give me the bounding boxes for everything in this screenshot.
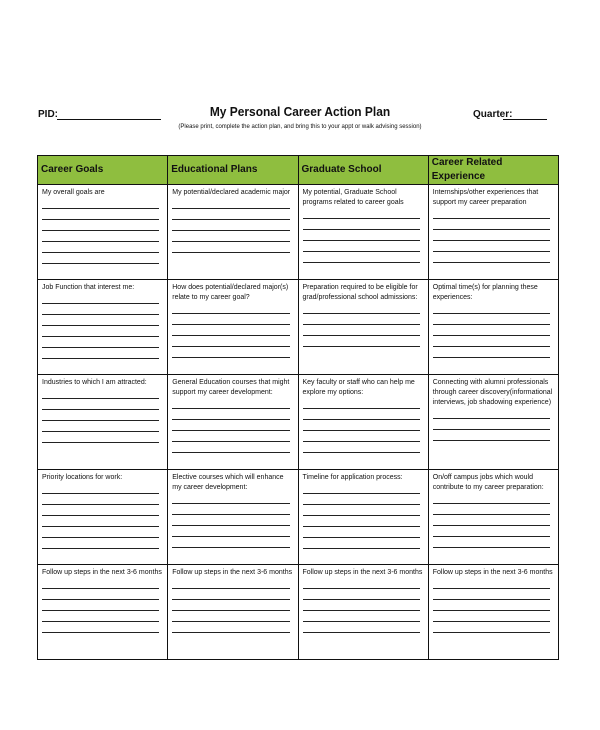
plan-cell (168, 565, 298, 660)
plan-cell (298, 470, 428, 565)
write-in-line[interactable] (172, 515, 289, 526)
plan-cell (298, 280, 428, 375)
write-in-line[interactable] (303, 409, 420, 420)
write-in-line[interactable] (303, 241, 420, 252)
write-in-line[interactable] (42, 337, 159, 348)
write-in-line[interactable] (172, 198, 289, 209)
write-in-line[interactable] (303, 252, 420, 263)
cell-prompt: Job Function that interest me: (42, 284, 135, 291)
cell-prompt: Follow up steps in the next 3-6 months (432, 569, 553, 576)
cell-prompt: Connecting with alumni professionals through career discovery(informational interviews, job shadowing experience) (432, 379, 553, 406)
pid-field[interactable] (57, 119, 161, 120)
write-in-line[interactable] (42, 388, 159, 399)
write-in-line[interactable] (433, 252, 550, 263)
write-in-line[interactable] (303, 600, 420, 611)
write-in-line[interactable] (303, 219, 420, 230)
table-row (38, 470, 559, 565)
write-in-line[interactable] (303, 611, 420, 622)
write-in-line[interactable] (433, 408, 550, 419)
cell-prompt: Follow up steps in the next 3-6 months (302, 569, 423, 576)
write-in-line[interactable] (303, 336, 420, 347)
write-in-line[interactable] (433, 578, 550, 589)
write-in-line[interactable] (303, 538, 420, 549)
write-in-line[interactable] (433, 241, 550, 252)
column-header-career-goals: Career Goals (38, 156, 168, 185)
cell-prompt: Elective courses which will enhance my career development: (172, 474, 284, 491)
write-in-line[interactable] (172, 504, 289, 515)
write-in-line[interactable] (433, 504, 550, 515)
cell-prompt: Optimal time(s) for planning these experiences: (432, 284, 538, 301)
write-in-line[interactable] (433, 611, 550, 622)
write-in-line[interactable] (433, 336, 550, 347)
plan-cell (38, 375, 168, 470)
column-header-career-experience: Career Related Experience (428, 156, 558, 185)
write-in-line[interactable] (303, 622, 420, 633)
table-row (38, 280, 559, 375)
write-in-line[interactable] (42, 220, 159, 231)
write-in-line[interactable] (303, 516, 420, 527)
write-in-line[interactable] (172, 537, 289, 548)
write-in-line[interactable] (42, 253, 159, 264)
write-in-line[interactable] (42, 348, 159, 359)
write-in-line[interactable] (433, 600, 550, 611)
write-in-line[interactable] (433, 325, 550, 336)
page-title: My Personal Career Action Plan (209, 104, 391, 119)
write-in-line[interactable] (172, 611, 289, 622)
write-in-line[interactable] (433, 219, 550, 230)
plan-cell (298, 375, 428, 470)
write-in-line[interactable] (42, 494, 159, 505)
write-in-line[interactable] (172, 420, 289, 431)
plan-cell (38, 185, 168, 280)
plan-cell (168, 470, 298, 565)
write-in-line[interactable] (42, 209, 159, 220)
write-in-line[interactable] (42, 421, 159, 432)
table-row (38, 375, 559, 470)
write-in-line[interactable] (42, 326, 159, 337)
write-in-line[interactable] (172, 398, 289, 409)
write-in-line[interactable] (433, 622, 550, 633)
write-in-line[interactable] (42, 589, 159, 600)
write-in-line[interactable] (172, 242, 289, 253)
write-in-line[interactable] (303, 494, 420, 505)
write-in-line[interactable] (303, 314, 420, 325)
write-in-line[interactable] (172, 589, 289, 600)
plan-cell (428, 185, 558, 280)
write-in-line[interactable] (42, 516, 159, 527)
write-in-line[interactable] (303, 398, 420, 409)
plan-cell (298, 565, 428, 660)
write-in-line[interactable] (303, 483, 420, 494)
write-in-line[interactable] (42, 538, 159, 549)
write-in-line[interactable] (42, 483, 159, 494)
write-in-line[interactable] (42, 611, 159, 622)
plan-cell (168, 280, 298, 375)
write-in-line[interactable] (172, 493, 289, 504)
write-in-line[interactable] (172, 209, 289, 220)
plan-cell (428, 565, 558, 660)
write-in-line[interactable] (303, 431, 420, 442)
write-in-line[interactable] (433, 419, 550, 430)
write-in-line[interactable] (42, 410, 159, 421)
write-in-line[interactable] (42, 622, 159, 633)
write-in-line[interactable] (303, 442, 420, 453)
write-in-line[interactable] (42, 231, 159, 242)
plan-cell (428, 280, 558, 375)
write-in-line[interactable] (42, 198, 159, 209)
write-in-line[interactable] (303, 208, 420, 219)
write-in-line[interactable] (172, 409, 289, 420)
plan-cell (428, 470, 558, 565)
plan-cell (168, 375, 298, 470)
write-in-line[interactable] (172, 325, 289, 336)
write-in-line[interactable] (433, 526, 550, 537)
cell-prompt: Preparation required to be eligible for grad/professional school admissions: (302, 284, 418, 301)
quarter-label: Quarter: (473, 109, 513, 120)
write-in-line[interactable] (433, 314, 550, 325)
cell-prompt: How does potential/declared major(s) relate to my career goal? (172, 284, 289, 301)
write-in-line[interactable] (433, 303, 550, 314)
write-in-line[interactable] (303, 578, 420, 589)
write-in-line[interactable] (433, 430, 550, 441)
cell-prompt: On/off campus jobs which would contribute to my career preparation: (432, 474, 544, 491)
write-in-line[interactable] (433, 208, 550, 219)
write-in-line[interactable] (433, 589, 550, 600)
write-in-line[interactable] (172, 347, 289, 358)
write-in-line[interactable] (42, 242, 159, 253)
write-in-line[interactable] (303, 325, 420, 336)
write-in-line[interactable] (42, 600, 159, 611)
cell-prompt: My potential, Graduate School programs related to career goals (302, 189, 404, 206)
plan-cell (428, 375, 558, 470)
write-in-line[interactable] (42, 315, 159, 326)
write-in-line[interactable] (303, 303, 420, 314)
cell-prompt: Timeline for application process: (302, 474, 403, 481)
career-plan-table (37, 155, 559, 660)
plan-cell (298, 185, 428, 280)
write-in-line[interactable] (42, 527, 159, 538)
write-in-line[interactable] (42, 293, 159, 304)
write-in-line[interactable] (303, 505, 420, 516)
plan-cell (38, 470, 168, 565)
write-in-line[interactable] (433, 493, 550, 504)
cell-prompt: My potential/declared academic major (172, 189, 291, 196)
cell-prompt: Priority locations for work: (42, 474, 123, 481)
table-row (38, 185, 559, 280)
write-in-line[interactable] (172, 431, 289, 442)
write-in-line[interactable] (42, 399, 159, 410)
plan-cell (168, 185, 298, 280)
cell-prompt: My overall goals are (42, 189, 105, 196)
column-header-educational-plans: Educational Plans (168, 156, 298, 185)
write-in-line[interactable] (172, 600, 289, 611)
plan-cell (38, 565, 168, 660)
plan-cell (38, 280, 168, 375)
table-row (38, 565, 559, 660)
pid-label: PID: (38, 109, 58, 120)
write-in-line[interactable] (172, 314, 289, 325)
write-in-line[interactable] (303, 527, 420, 538)
write-in-line[interactable] (172, 336, 289, 347)
write-in-line[interactable] (172, 578, 289, 589)
cell-prompt: Key faculty or staff who can help me explore my options: (302, 379, 415, 396)
write-in-line[interactable] (42, 578, 159, 589)
page-subtitle: (Please print, complete the action plan, and bring this to your appt or walk advising session) (178, 124, 422, 130)
write-in-line[interactable] (172, 220, 289, 231)
write-in-line[interactable] (42, 432, 159, 443)
write-in-line[interactable] (433, 537, 550, 548)
quarter-field[interactable] (503, 119, 547, 120)
write-in-line[interactable] (172, 231, 289, 242)
write-in-line[interactable] (42, 304, 159, 315)
write-in-line[interactable] (303, 420, 420, 431)
write-in-line[interactable] (433, 515, 550, 526)
write-in-line[interactable] (172, 526, 289, 537)
column-header-graduate-school: Graduate School (298, 156, 428, 185)
write-in-line[interactable] (433, 347, 550, 358)
write-in-line[interactable] (172, 303, 289, 314)
write-in-line[interactable] (433, 230, 550, 241)
write-in-line[interactable] (303, 589, 420, 600)
plan-body (38, 185, 559, 660)
cell-prompt: General Education courses that might support my career development: (172, 379, 290, 396)
write-in-line[interactable] (303, 230, 420, 241)
cell-prompt: Follow up steps in the next 3-6 months (172, 569, 293, 576)
cell-prompt: Follow up steps in the next 3-6 months (42, 569, 162, 576)
write-in-line[interactable] (172, 622, 289, 633)
cell-prompt: Industries to which I am attracted: (42, 379, 147, 386)
write-in-line[interactable] (42, 505, 159, 516)
write-in-line[interactable] (172, 442, 289, 453)
cell-prompt: Internships/other experiences that support my career preparation (432, 189, 539, 206)
header-row (38, 156, 559, 185)
